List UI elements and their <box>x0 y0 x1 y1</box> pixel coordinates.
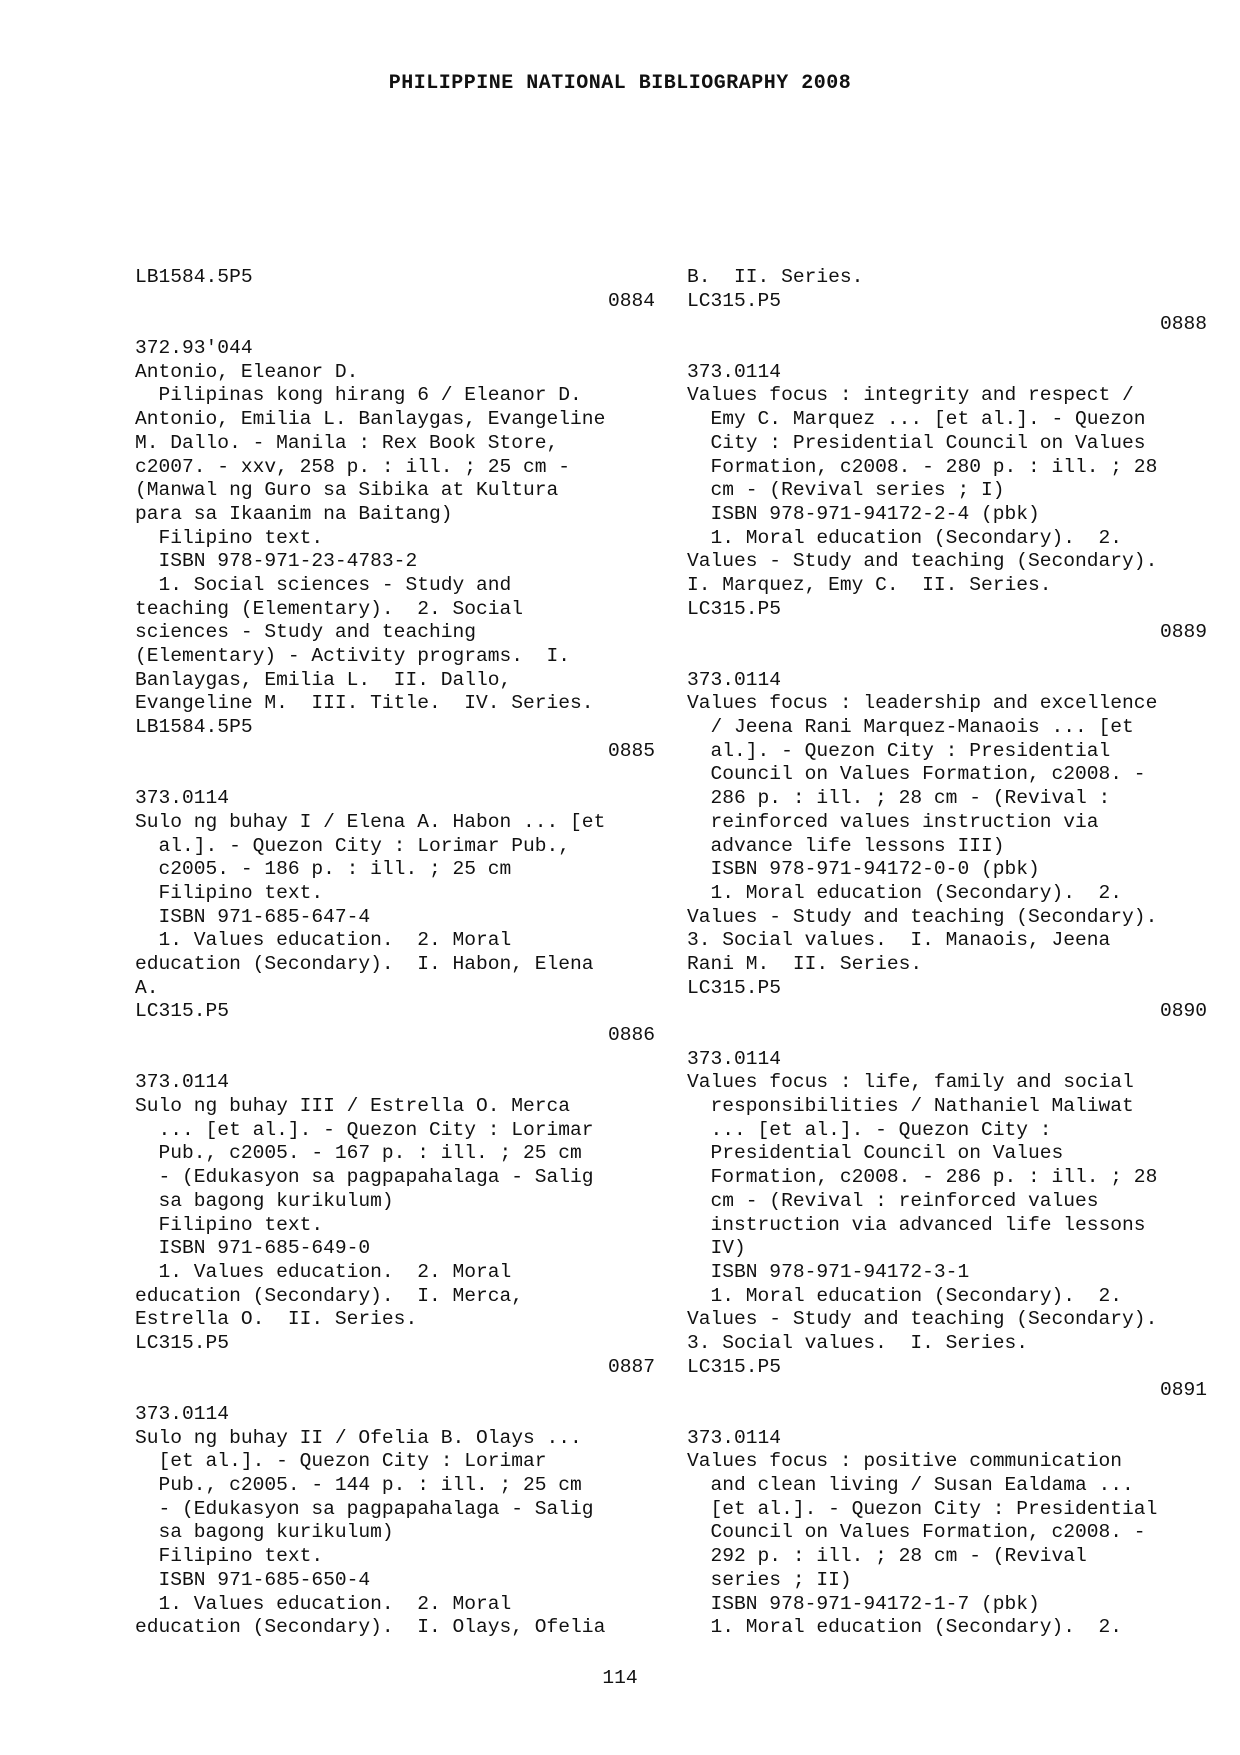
text-line: Council on Values Formation, c2008. - <box>687 763 1146 786</box>
text-line: / Jeena Rani Marquez-Manaois ... [et <box>687 716 1134 739</box>
text-line: [et al.]. - Quezon City : Lorimar <box>135 1450 547 1473</box>
text-line: [et al.]. - Quezon City : Presidential <box>687 1497 1158 1520</box>
text-line: ISBN 978-971-94172-2-4 (pbk) <box>687 502 1040 525</box>
text-line: M. Dallo. - Manila : Rex Book Store, <box>135 431 559 454</box>
left-column <box>135 266 655 1640</box>
entry-number: 0889 <box>1159 621 1207 644</box>
text-line: 373.0114 <box>135 787 230 810</box>
text-line: I. Marquez, Emy C. II. Series. <box>687 573 1052 596</box>
text-line: Banlaygas, Emilia L. II. Dallo, <box>135 668 512 691</box>
text-line: Sulo ng buhay II / Ofelia B. Olays ... <box>135 1426 582 1449</box>
text-line: 373.0114 <box>687 1047 782 1070</box>
page-title: PHILIPPINE NATIONAL BIBLIOGRAPHY 2008 <box>388 72 852 95</box>
text-line: 373.0114 <box>687 360 782 383</box>
text-line: LC315.P5 <box>687 289 782 312</box>
text-line: instruction via advanced life lessons <box>687 1213 1146 1236</box>
text-line: Sulo ng buhay III / Estrella O. Merca <box>135 1095 571 1118</box>
text-line: LC315.P5 <box>135 1000 230 1023</box>
text-line: Filipino text. <box>135 881 324 904</box>
text-line: 1. Moral education (Secondary). 2. <box>687 1616 1123 1639</box>
text-line: Presidential Council on Values <box>687 1142 1064 1165</box>
text-line: Values - Study and teaching (Secondary). <box>687 905 1158 928</box>
spacer <box>135 1379 655 1403</box>
entry-number: 0885 <box>607 739 655 762</box>
text-line: 292 p. : ill. ; 28 cm - (Revival <box>687 1545 1087 1568</box>
text-line: 373.0114 <box>687 1426 782 1449</box>
text-line: ... [et al.]. - Quezon City : Lorimar <box>135 1118 594 1141</box>
text-line: and clean living / Susan Ealdama ... <box>687 1474 1134 1497</box>
page-number: 114 <box>602 1667 638 1689</box>
text-line: A. <box>135 976 159 999</box>
entry-number: 0884 <box>607 289 655 312</box>
text-line: education (Secondary). I. Merca, <box>135 1284 524 1307</box>
spacer <box>687 1403 1207 1427</box>
text-line: ISBN 978-971-23-4783-2 <box>135 550 418 573</box>
text-line: ... [et al.]. - Quezon City : <box>687 1118 1052 1141</box>
text-line: Values focus : positive communication <box>687 1450 1123 1473</box>
spacer <box>135 763 655 787</box>
text-line: Values focus : leadership and excellence <box>687 692 1158 715</box>
text-line: 373.0114 <box>687 668 782 691</box>
text-line: c2005. - 186 p. : ill. ; 25 cm <box>135 858 512 881</box>
text-line: 286 p. : ill. ; 28 cm - (Revival : <box>687 787 1111 810</box>
text-line: LC315.P5 <box>687 976 782 999</box>
text-line: cm - (Revival series ; I) <box>687 479 1005 502</box>
text-line: - (Edukasyon sa pagpapahalaga - Salig <box>135 1497 594 1520</box>
text-line: education (Secondary). I. Habon, Elena <box>135 952 594 975</box>
text-line: para sa Ikaanim na Baitang) <box>135 502 453 525</box>
text-line: B. II. Series. <box>687 266 864 288</box>
text-line: 3. Social values. I. Series. <box>687 1331 1028 1354</box>
spacer <box>687 1024 1207 1048</box>
text-line: 373.0114 <box>135 1403 230 1425</box>
text-line: al.]. - Quezon City : Presidential <box>687 739 1111 762</box>
text-line: sa bagong kurikulum) <box>135 1189 394 1212</box>
entry-number: 0886 <box>607 1024 655 1046</box>
text-line: Values focus : life, family and social <box>687 1071 1134 1094</box>
text-line: Antonio, Emilia L. Banlaygas, Evangeline <box>135 408 606 431</box>
text-line: ISBN 978-971-94172-0-0 (pbk) <box>687 858 1040 881</box>
entry-number: 0887 <box>607 1355 655 1378</box>
text-line: Formation, c2008. - 286 p. : ill. ; 28 <box>687 1166 1158 1189</box>
text-line: ISBN 971-685-650-4 <box>135 1568 371 1591</box>
text-line: 1. Moral education (Secondary). 2. <box>687 1284 1123 1307</box>
text-line: responsibilities / Nathaniel Maliwat <box>687 1095 1134 1118</box>
text-line: Filipino text. <box>135 526 324 549</box>
text-line: LC315.P5 <box>687 597 782 620</box>
text-line: Rani M. II. Series. <box>687 952 923 975</box>
text-line: 1. Values education. 2. Moral <box>135 1260 512 1283</box>
text-line: 3. Social values. I. Manaois, Jeena <box>687 929 1111 952</box>
text-line: 1. Social sciences - Study and <box>135 573 512 596</box>
text-line: c2007. - xxv, 258 p. : ill. ; 25 cm - <box>135 455 571 478</box>
spacer <box>135 313 655 337</box>
text-line: sciences - Study and teaching <box>135 621 476 644</box>
text-line: al.]. - Quezon City : Lorimar Pub., <box>135 834 571 857</box>
text-line: Filipino text. <box>135 1213 324 1236</box>
text-line: Values - Study and teaching (Secondary). <box>687 550 1158 573</box>
text-line: cm - (Revival : reinforced values <box>687 1189 1099 1212</box>
text-line: sa bagong kurikulum) <box>135 1521 394 1544</box>
text-line: 1. Moral education (Secondary). 2. <box>687 881 1123 904</box>
text-line: Council on Values Formation, c2008. - <box>687 1521 1146 1544</box>
text-line: 1. Values education. 2. Moral <box>135 929 512 952</box>
text-line: (Manwal ng Guro sa Sibika at Kultura <box>135 479 559 502</box>
text-line: Estrella O. II. Series. <box>135 1308 418 1331</box>
text-line: Sulo ng buhay I / Elena A. Habon ... [et <box>135 810 606 833</box>
text-line: LC315.P5 <box>135 1331 230 1354</box>
text-line: series ; II) <box>687 1568 852 1591</box>
text-line: ISBN 978-971-94172-1-7 (pbk) <box>687 1592 1040 1615</box>
text-line: reinforced values instruction via <box>687 810 1099 833</box>
text-line: City : Presidential Council on Values <box>687 431 1146 454</box>
text-line: LB1584.5P5 <box>135 716 253 739</box>
text-line: - (Edukasyon sa pagpapahalaga - Salig <box>135 1166 594 1189</box>
text-line: Evangeline M. III. Title. IV. Series. <box>135 692 594 715</box>
right-column <box>687 266 1207 1640</box>
text-line: LB1584.5P5 <box>135 266 253 288</box>
spacer <box>135 1048 655 1072</box>
text-line: Values focus : integrity and respect / <box>687 384 1134 407</box>
text-line: Pilipinas kong hirang 6 / Eleanor D. <box>135 384 582 407</box>
text-line: Filipino text. <box>135 1545 324 1568</box>
text-line: ISBN 978-971-94172-3-1 <box>687 1260 970 1283</box>
text-line: Values - Study and teaching (Secondary). <box>687 1308 1158 1331</box>
text-line: teaching (Elementary). 2. Social <box>135 597 524 620</box>
text-line: LC315.P5 <box>687 1355 782 1378</box>
text-line: 372.93'044 <box>135 337 253 360</box>
text-line: advance life lessons III) <box>687 834 1005 857</box>
text-line: Pub., c2005. - 167 p. : ill. ; 25 cm <box>135 1142 582 1165</box>
text-line: Formation, c2008. - 280 p. : ill. ; 28 <box>687 455 1158 478</box>
entry-number: 0891 <box>1159 1379 1207 1402</box>
text-line: ISBN 971-685-649-0 <box>135 1237 371 1260</box>
text-line: ISBN 971-685-647-4 <box>135 905 371 928</box>
text-line: 1. Values education. 2. Moral <box>135 1592 512 1615</box>
text-line: (Elementary) - Activity programs. I. <box>135 645 571 667</box>
spacer <box>687 645 1207 669</box>
entry-number: 0890 <box>1159 1000 1207 1023</box>
text-line: Pub., c2005. - 144 p. : ill. ; 25 cm <box>135 1474 582 1497</box>
text-line: Emy C. Marquez ... [et al.]. - Quezon <box>687 408 1146 431</box>
entry-number: 0888 <box>1159 313 1207 336</box>
text-line: education (Secondary). I. Olays, Ofelia <box>135 1616 606 1639</box>
text-line: Antonio, Eleanor D. <box>135 360 359 383</box>
text-line: 1. Moral education (Secondary). 2. <box>687 526 1123 549</box>
text-line: 373.0114 <box>135 1071 230 1094</box>
text-line: IV) <box>687 1237 746 1260</box>
spacer <box>687 337 1207 361</box>
